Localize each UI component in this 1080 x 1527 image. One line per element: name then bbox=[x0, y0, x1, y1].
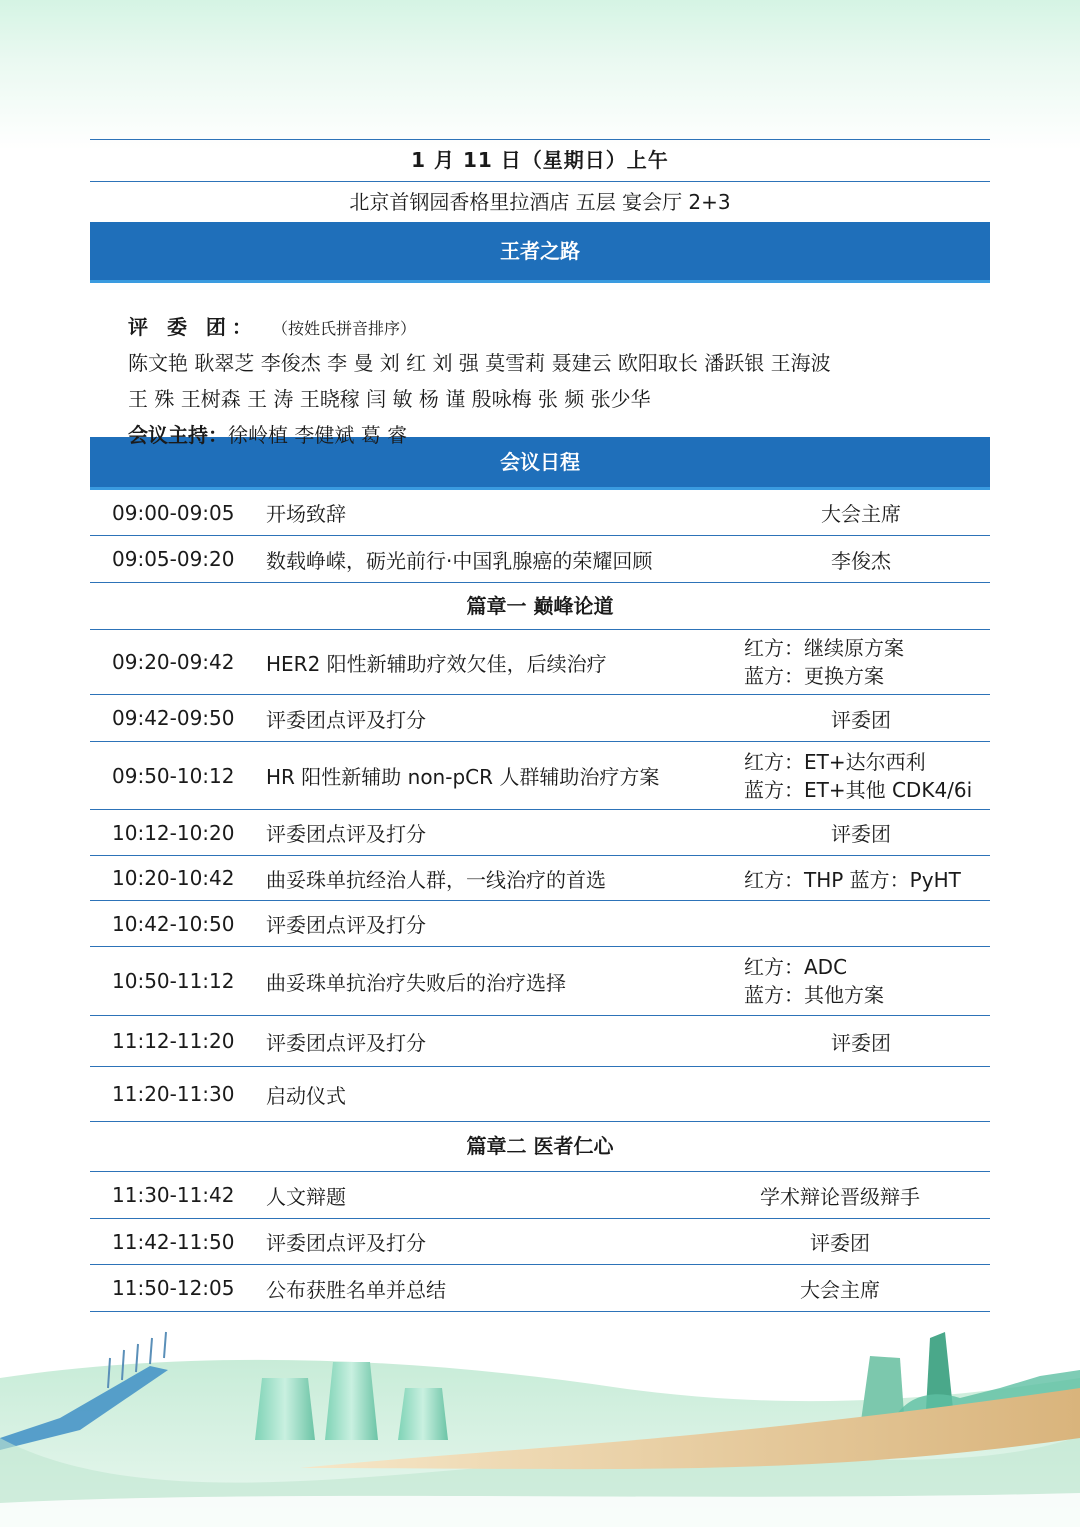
blue-side: 蓝方：ET+其他 CDK4/6i bbox=[744, 777, 973, 802]
agenda-speaker: 大会主席 bbox=[800, 1277, 880, 1302]
session-title-band: 王者之路 bbox=[90, 222, 990, 283]
jury-members-line-2: 王 殊 王树森 王 涛 王晓稼 闫 敏 杨 谨 殷咏梅 张 频 张少华 bbox=[128, 387, 651, 411]
agenda-row bbox=[90, 630, 990, 695]
agenda-row bbox=[90, 1265, 990, 1312]
jury-note: （按姓氏拼音排序） bbox=[279, 319, 416, 338]
agenda-topic: 评委团点评及打分 bbox=[266, 1231, 426, 1255]
session-venue: 北京首钢园香格里拉酒店 五层 宴会厅 2+3 bbox=[349, 190, 731, 214]
agenda-speaker: 评委团 bbox=[831, 1030, 891, 1055]
agenda-topic: 公布获胜名单并总结 bbox=[266, 1277, 446, 1302]
agenda-speaker: 评委团 bbox=[831, 822, 891, 846]
agenda-topic: 开场致辞 bbox=[266, 502, 346, 526]
agenda-topic: HR 阳性新辅助 non-pCR 人群辅助治疗方案 bbox=[266, 765, 660, 789]
agenda-topic: 评委团点评及打分 bbox=[266, 913, 426, 937]
agenda-time: 09:05-09:20 bbox=[112, 547, 235, 571]
host-label: 会议主持： bbox=[128, 423, 228, 447]
agenda-speaker: 评委团 bbox=[810, 1231, 870, 1255]
agenda-topic: 曲妥珠单抗治疗失败后的治疗选择 bbox=[266, 970, 566, 995]
agenda-row bbox=[90, 901, 990, 947]
jury-heading bbox=[128, 309, 990, 345]
landscape-footer-illustration bbox=[0, 1318, 1080, 1527]
agenda-debate-sides bbox=[732, 748, 990, 804]
agenda-time: 09:50-10:12 bbox=[112, 763, 235, 788]
agenda-time: 10:42-10:50 bbox=[112, 911, 235, 936]
host-names: 徐岭植 李健斌 葛 睿 bbox=[228, 423, 408, 447]
agenda-row bbox=[90, 742, 990, 810]
agenda-row bbox=[90, 1219, 990, 1265]
agenda-speaker: 大会主席 bbox=[821, 502, 901, 526]
agenda-row bbox=[90, 1067, 990, 1122]
red-side: 红方：继续原方案 bbox=[744, 636, 904, 660]
agenda-time: 10:12-10:20 bbox=[112, 820, 235, 845]
agenda-debate-sides bbox=[732, 634, 990, 690]
chapter-heading-1: 篇章一 巅峰论道 bbox=[90, 583, 990, 630]
agenda-page bbox=[90, 139, 990, 1312]
agenda-debate-sides bbox=[732, 953, 990, 1009]
agenda-topic: 人文辩题 bbox=[266, 1184, 346, 1209]
agenda-speaker: 学术辩论晋级辩手 bbox=[760, 1184, 920, 1209]
agenda-time: 09:00-09:05 bbox=[112, 500, 235, 525]
agenda-topic: 评委团点评及打分 bbox=[266, 1030, 426, 1055]
agenda-row bbox=[90, 947, 990, 1016]
agenda-speaker: 评委团 bbox=[831, 707, 891, 732]
agenda-row bbox=[90, 695, 990, 742]
agenda-time: 11:20-11:30 bbox=[112, 1082, 235, 1106]
agenda-speaker: 李俊杰 bbox=[831, 548, 891, 573]
agenda-time: 10:50-11:12 bbox=[112, 969, 235, 993]
schedule-title-band: 会议日程 bbox=[90, 437, 990, 490]
agenda-topic: 评委团点评及打分 bbox=[266, 707, 426, 732]
agenda-time: 09:20-09:42 bbox=[112, 650, 235, 674]
jury-members-line-1: 陈文艳 耿翠芝 李俊杰 李 曼 刘 红 刘 强 莫雪莉 聂建云 欧阳取长 潘跃银 王海波 bbox=[128, 351, 831, 375]
agenda-time: 11:30-11:42 bbox=[112, 1183, 235, 1207]
agenda-time: 10:20-10:42 bbox=[112, 866, 235, 890]
agenda-time: 11:12-11:20 bbox=[112, 1029, 235, 1053]
agenda-time: 11:50-12:05 bbox=[112, 1276, 235, 1300]
agenda-time: 09:42-09:50 bbox=[112, 706, 235, 730]
agenda-topic: HER2 阳性新辅助疗效欠佳，后续治疗 bbox=[266, 651, 607, 676]
agenda-row bbox=[90, 536, 990, 583]
blue-side: 蓝方：其他方案 bbox=[744, 983, 884, 1007]
agenda-topic: 曲妥珠单抗经治人群，一线治疗的首选 bbox=[266, 867, 606, 892]
agenda-time: 11:42-11:50 bbox=[112, 1229, 235, 1254]
agenda-row bbox=[90, 856, 990, 901]
session-date: 1 月 11 日（星期日）上午 bbox=[411, 148, 669, 172]
blue-side: 蓝方：更换方案 bbox=[744, 664, 884, 688]
agenda-row bbox=[90, 1016, 990, 1067]
agenda-topic: 数载峥嵘，砺光前行·中国乳腺癌的荣耀回顾 bbox=[266, 548, 653, 573]
red-side: 红方：ADC bbox=[744, 955, 848, 979]
agenda-row bbox=[90, 490, 990, 536]
agenda-row bbox=[90, 810, 990, 856]
agenda-topic: 评委团点评及打分 bbox=[266, 822, 426, 846]
red-side: 红方：ET+达尔西利 bbox=[744, 749, 926, 774]
agenda-row bbox=[90, 1172, 990, 1219]
jury-panel bbox=[90, 283, 990, 447]
agenda-debate-sides: 红方：THP 蓝方：PyHT bbox=[744, 867, 961, 892]
agenda-topic: 启动仪式 bbox=[266, 1083, 346, 1108]
chapter-heading-2: 篇章二 医者仁心 bbox=[90, 1122, 990, 1172]
jury-label: 评 委 团： bbox=[128, 315, 258, 339]
